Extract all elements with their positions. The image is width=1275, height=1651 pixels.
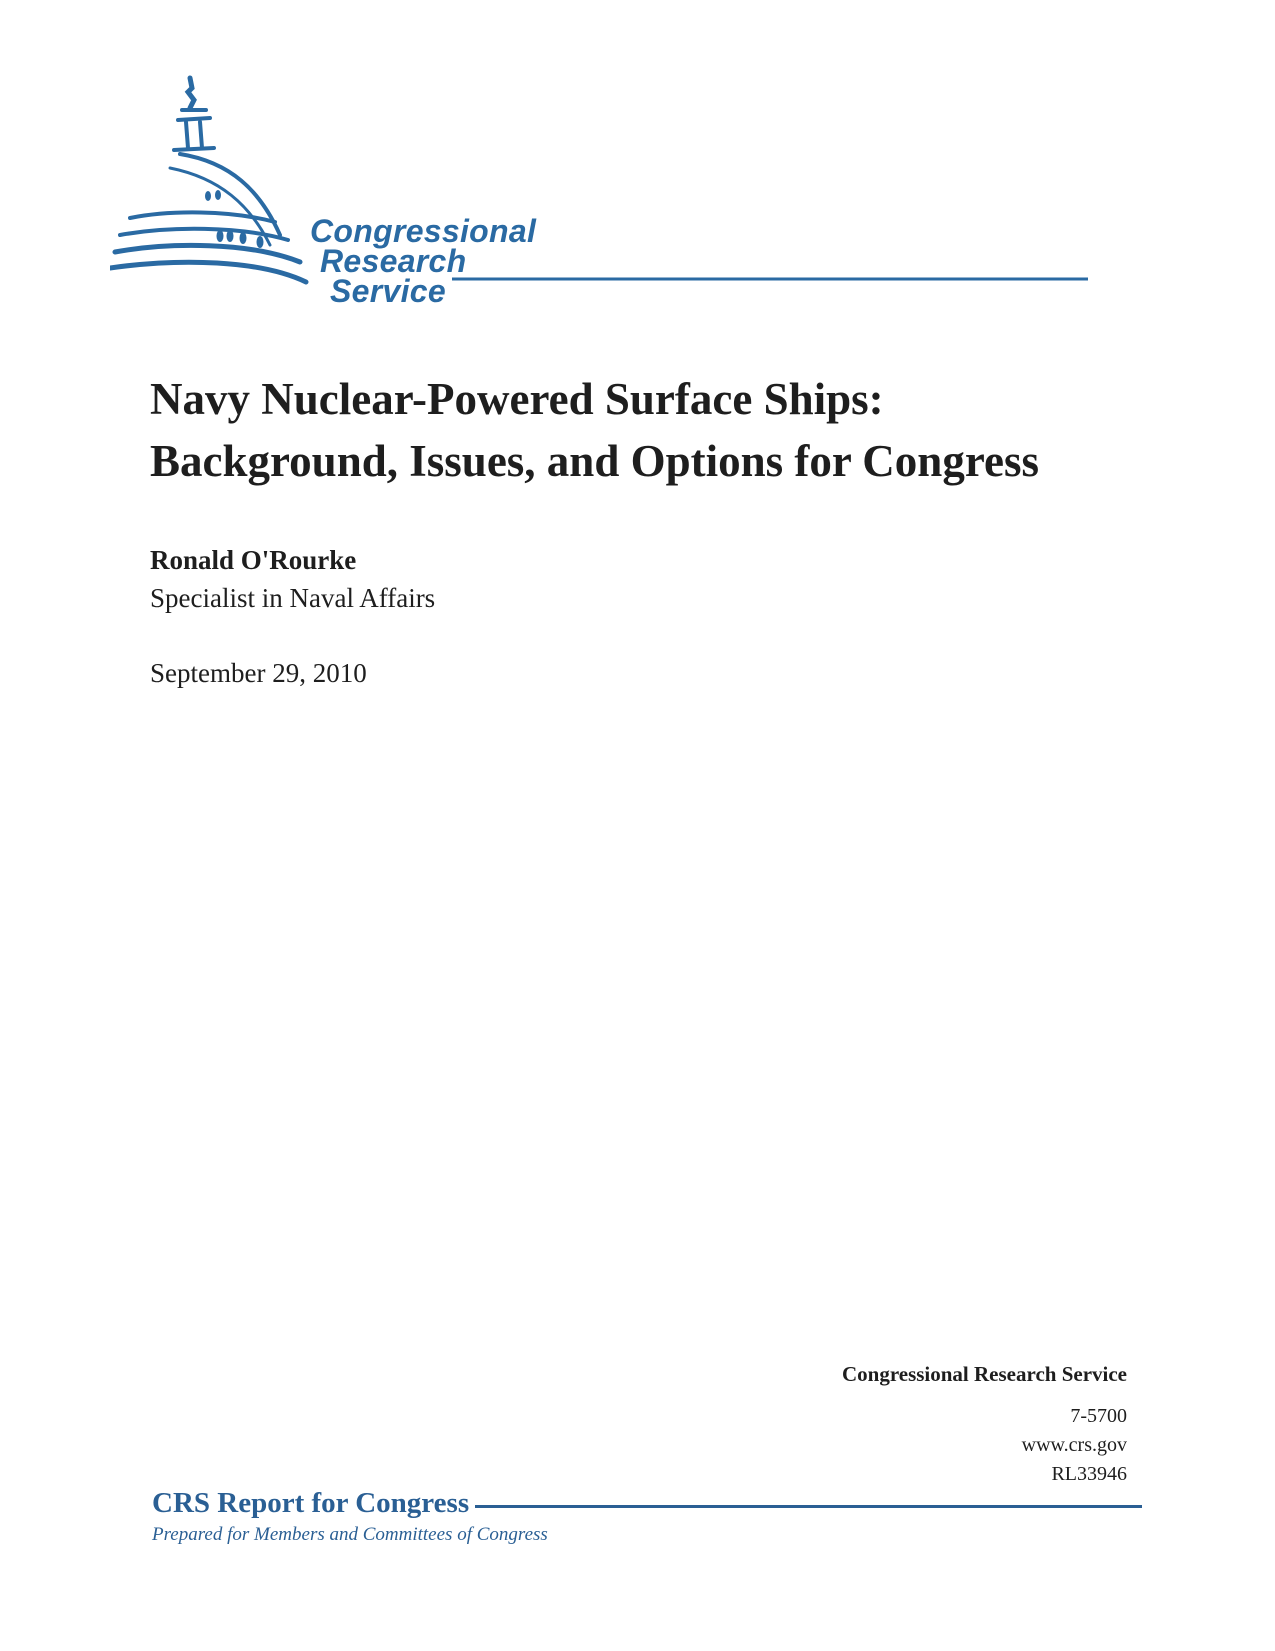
footer-title-row [152, 1487, 1142, 1520]
org-code: 7-5700 [1070, 1405, 1127, 1427]
logo-text-congressional: Congressional [310, 213, 537, 249]
org-name: Congressional Research Service [841, 1362, 1127, 1386]
crs-logo [110, 70, 1150, 310]
org-info-block [842, 1360, 1127, 1489]
capitol-dome-icon [110, 70, 1150, 310]
document-title-line1: Navy Nuclear-Powered Surface Ships: [150, 374, 884, 424]
document-title [150, 368, 1190, 492]
footer [152, 1487, 1142, 1546]
author-name: Ronald O'Rourke [150, 545, 357, 575]
org-website: www.crs.gov [1021, 1434, 1127, 1456]
logo-text-research: Research [320, 243, 467, 279]
report-number: RL33946 [1051, 1463, 1127, 1485]
logo-text-service: Service [330, 273, 446, 309]
footer-title: CRS Report for Congress [152, 1487, 470, 1519]
footer-rule [475, 1505, 1142, 1508]
author-role: Specialist in Naval Affairs [150, 583, 436, 613]
footer-subtitle: Prepared for Members and Committees of Congress [152, 1524, 548, 1545]
document-title-line2: Background, Issues, and Options for Congress [150, 436, 1039, 486]
document-date: September 29, 2010 [150, 658, 367, 688]
